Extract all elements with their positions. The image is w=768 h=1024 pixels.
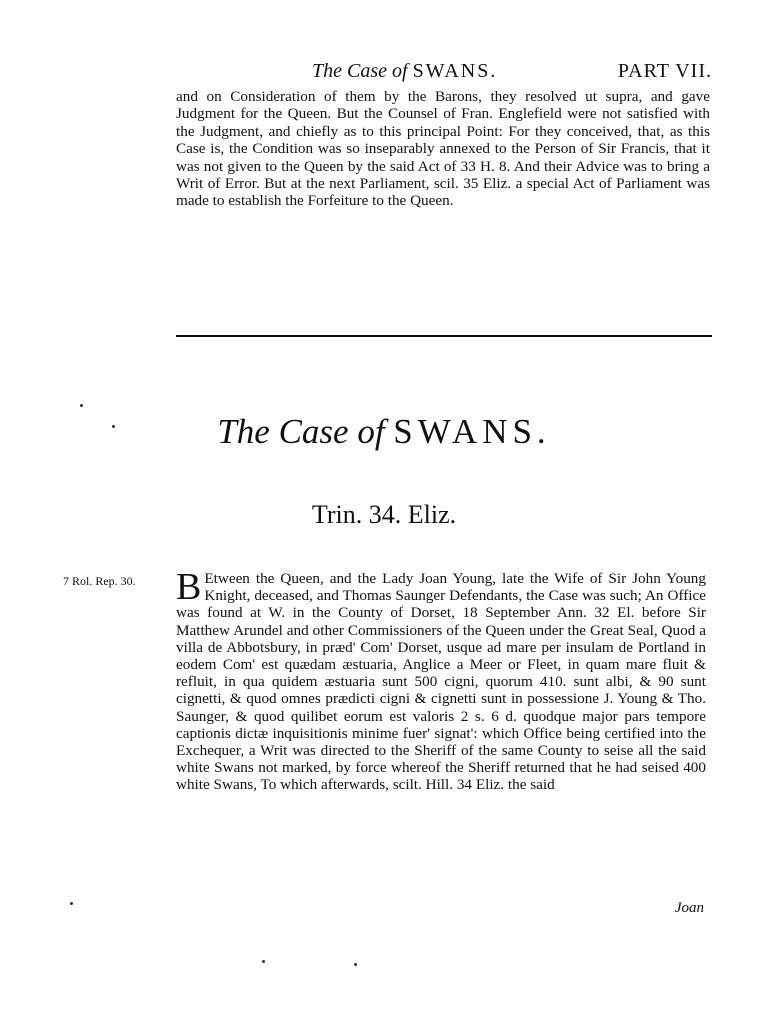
term-heading: Trin. 34. Eliz.	[311, 500, 457, 529]
case-title-italic: The Case of	[217, 412, 385, 451]
case-title-caps: SWANS.	[393, 412, 551, 451]
previous-case-paragraph: and on Consideration of them by the Barons, they resolved ut supra, and gave Judgment for the Queen. But the Counsel of Fran. Englefield were not satisfied with the Judgment, and chiefly as to this principal Point: For they conceived, that, as this Case is, the Condition was so inseparably annexed to the Person of Sir Francis, that it was not given to the Queen by the said Act of 33 H. 8. And their Advice was to bring a Writ of Error. But at the next Parliament, scil. 35 Eliz. a special Act of Parliament was made to establish the Forfeiture to the Queen.	[176, 88, 710, 210]
running-head-title-caps: SWANS.	[412, 60, 498, 82]
previous-case-text	[176, 88, 710, 210]
running-head	[312, 60, 712, 86]
margin-reference: 7 Rol. Rep. 30.	[63, 574, 136, 588]
page-speck	[80, 404, 83, 407]
drop-cap: B	[176, 566, 202, 608]
page-speck	[70, 902, 73, 905]
page-speck	[262, 960, 265, 963]
case-title	[0, 412, 768, 452]
page-speck	[354, 963, 357, 966]
running-head-part: PART VII.	[617, 60, 712, 82]
catchword: Joan	[674, 900, 704, 916]
case-body	[176, 566, 706, 794]
section-divider	[176, 335, 712, 337]
running-head-title: The Case of	[312, 60, 408, 82]
case-body-paragraph	[176, 566, 706, 794]
case-body-text: Etween the Queen, and the Lady Joan Young, late the Wife of Sir John Young Knight, deceased, and Thomas Saunger Defendants, the Case was such; An Office was found at W. in the County of Dorset, 18 September Ann. 32 El. before Sir Matthew Arundel and other Commissioners of the Queen under the Great Seal, Quod a villa de Abbotsbury, in præd' Com' Dorset, usque ad mare per insulam de Portland in eodem Com' est quædam æstuaria, Anglice a Meer or Fleet, in quam mare fluit & refluit, in qua quidem æstuaria sunt 500 cigni, quorum 410. sunt albi, & 90 sunt cignetti, & quod omnes prædicti cigni & cignetti sunt in possessione J. Young & Tho. Saunger, & quod quilibet eorum est valoris 2 s. 6 d. quodque major pars tempore captionis dictæ inquisitionis minime fuer' signat': which Office being certified into the Exchequer, a Writ was directed to the Sheriff of the same County to seise all the said white Swans not marked, by force whereof the Sheriff returned that he had seised 400 white Swans, To which afterwards, scilt. Hill. 34 Eliz. the said	[176, 570, 706, 794]
